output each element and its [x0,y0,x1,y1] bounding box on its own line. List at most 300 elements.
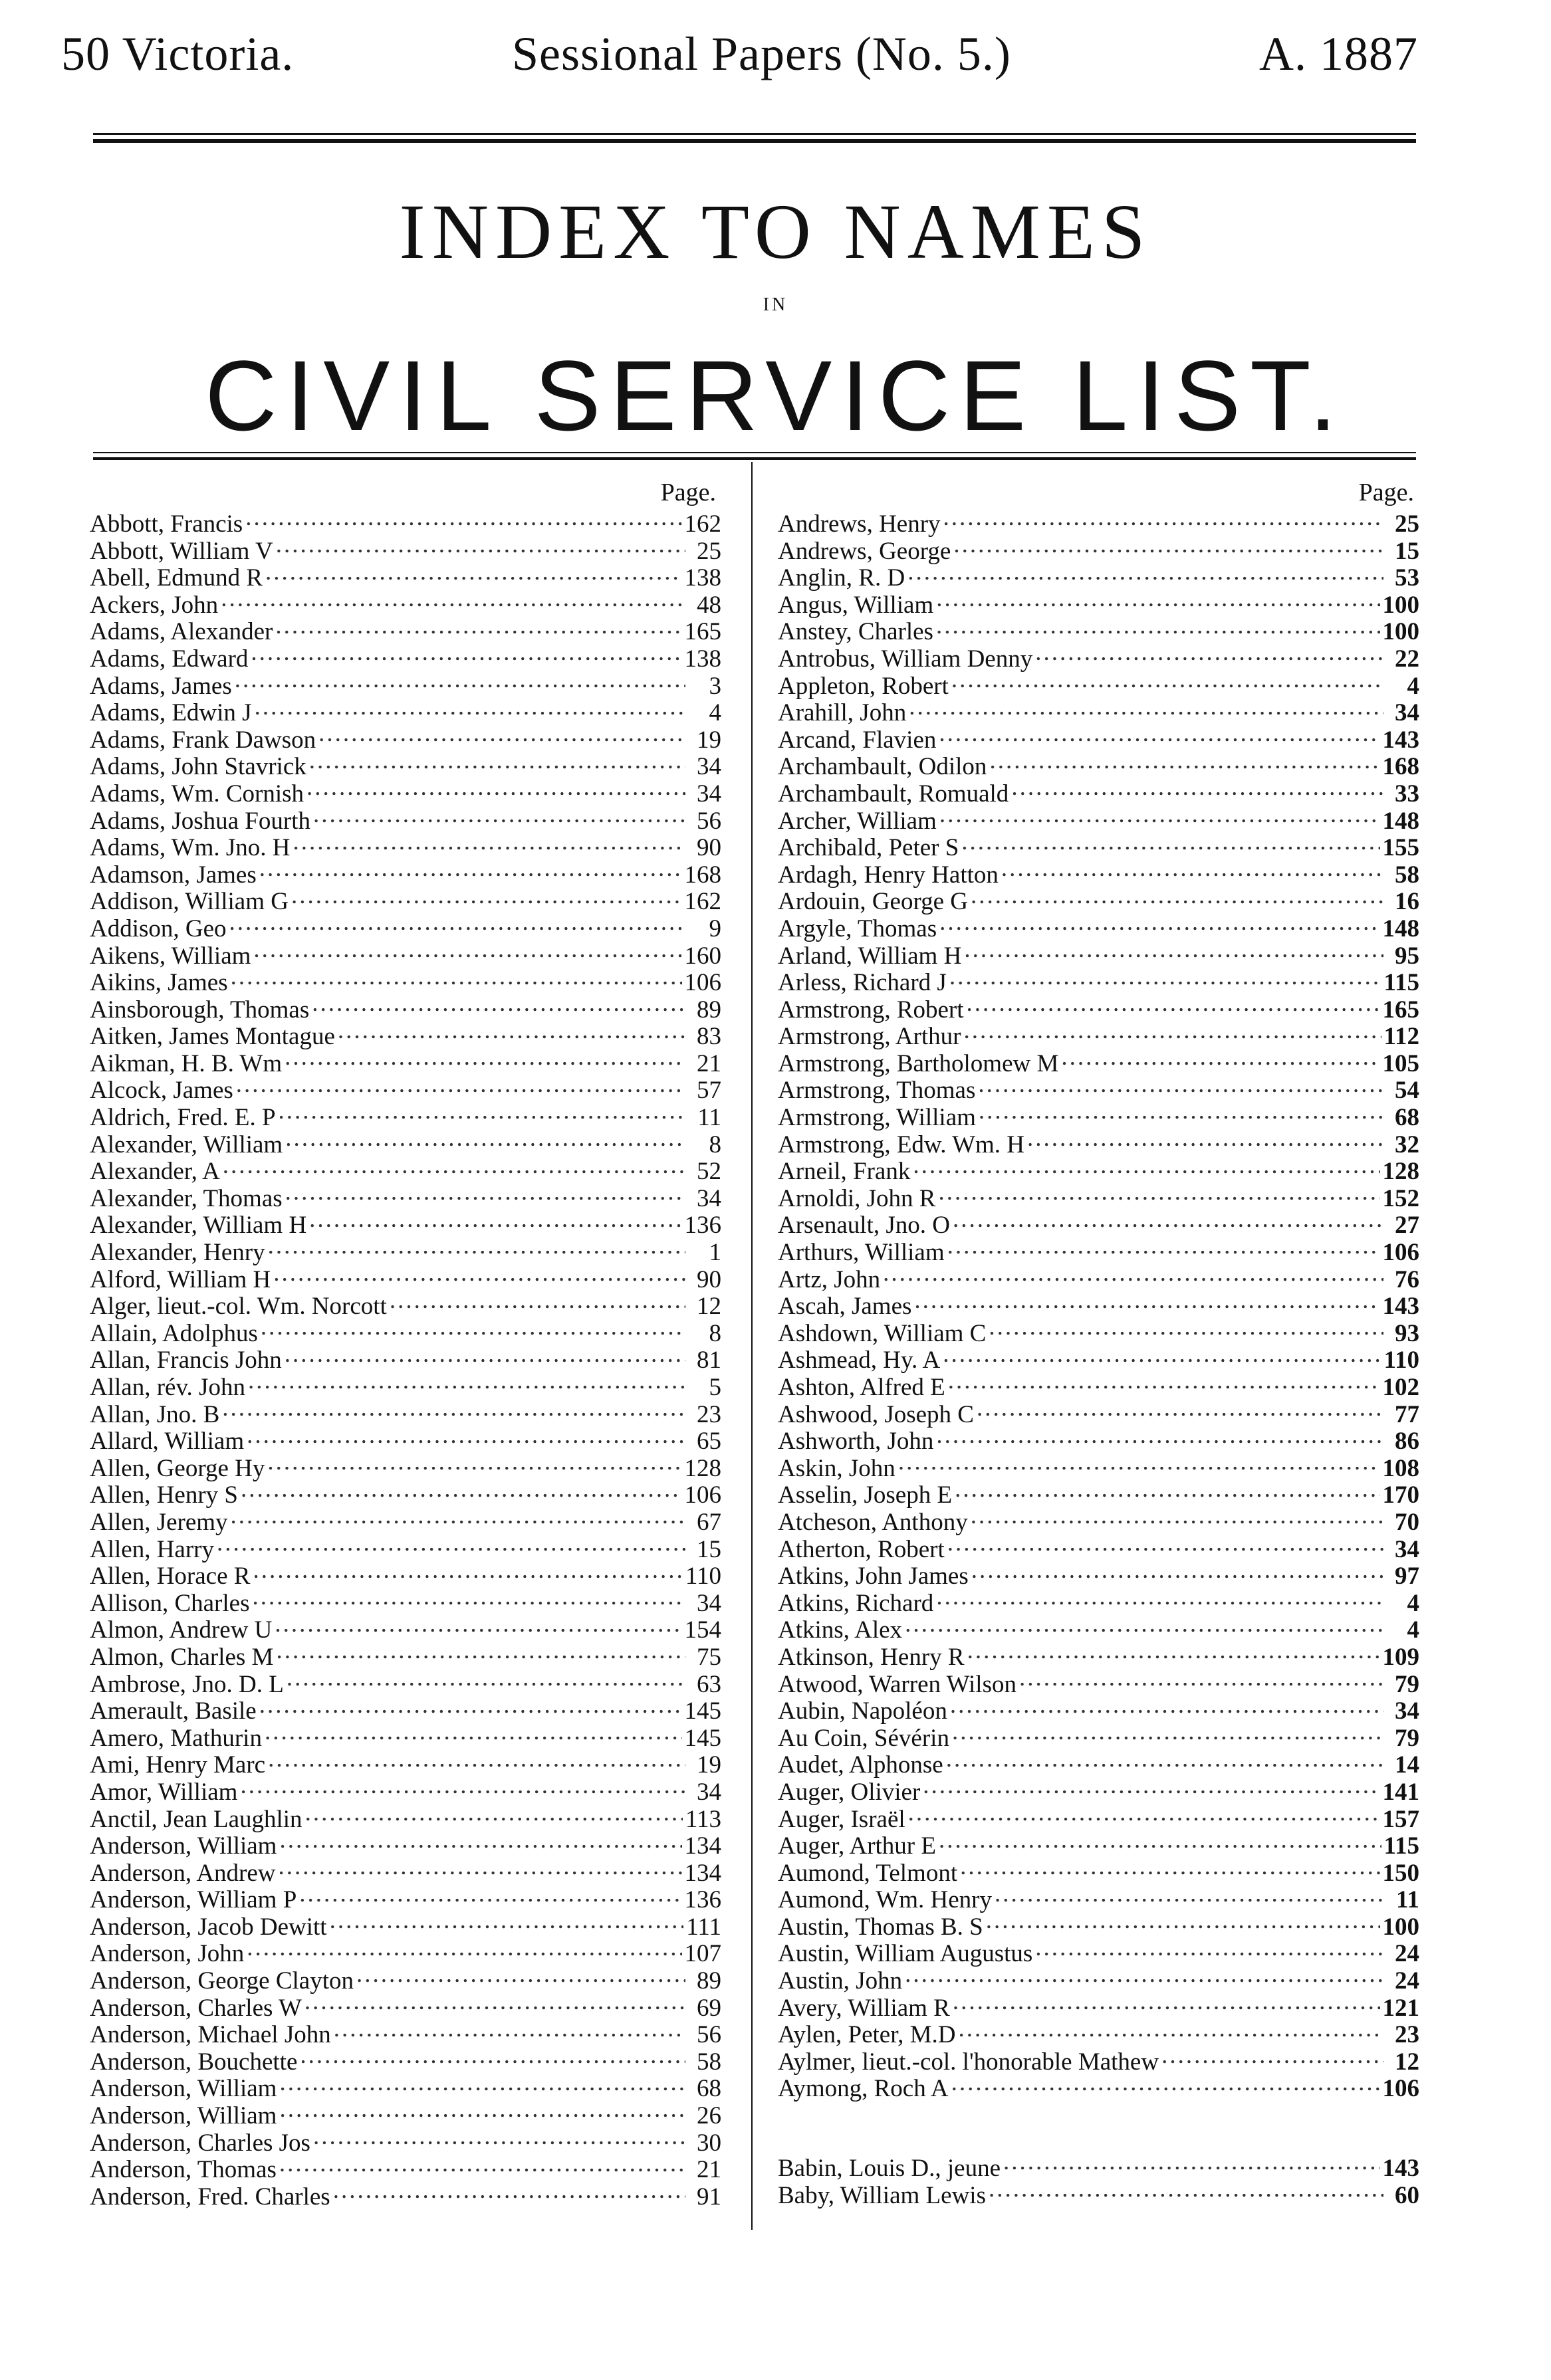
entry-page: 15 [1395,537,1419,565]
entry-page: 91 [697,2183,721,2211]
dot-leader [914,1287,1379,1314]
entry-name: Allison, Charles [90,1589,250,1617]
entry-page: 115 [1383,1832,1419,1860]
entry-page: 34 [1395,1535,1419,1563]
entry-page: 168 [1382,753,1419,781]
entry-name: Alcock, James [90,1077,233,1105]
entry-name: Anderson, Andrew [90,1859,276,1887]
dot-leader [960,1854,1379,1881]
entry-page: 27 [1395,1212,1419,1240]
entry-name: Adams, Frank Dawson [90,726,316,754]
entry-name: Antrobus, William Denny [778,645,1033,673]
dot-leader [1019,1666,1383,1692]
entry-page: 53 [1395,564,1419,592]
dot-leader [909,694,1383,720]
entry-name: Ami, Henry Marc [90,1751,266,1779]
entry-name: Abbott, William V [90,537,273,565]
entry-name: Armstrong, Bartholomew M [778,1049,1059,1077]
right-entries [778,505,1419,2103]
entry-name: Anstey, Charles [778,618,933,646]
entry-page: 11 [697,1104,721,1132]
entry-page: 162 [684,510,721,538]
entry-page: 33 [1395,780,1419,808]
dot-leader [285,1045,685,1071]
dot-leader [955,1476,1379,1503]
entry-name: Arthurs, William [778,1239,945,1267]
dot-leader [300,2043,685,2070]
entry-page: 111 [686,1913,721,1941]
entry-page: 109 [1382,1643,1419,1671]
entry-name: Adams, John Stavrick [90,753,306,781]
entry-page: 25 [1395,510,1419,538]
dot-leader [304,1989,685,2016]
entry-name: Allan, Francis John [90,1347,282,1374]
dot-leader [305,1800,683,1827]
entry-name: Arcand, Flavien [778,726,937,754]
entry-page: 8 [709,1131,721,1158]
dot-leader [390,1287,685,1314]
dot-leader [251,640,681,667]
dot-leader [946,1746,1383,1773]
dot-leader [279,1099,685,1125]
entry-page: 14 [1395,1751,1419,1779]
entry-name: Adams, Wm. Jno. H [90,834,291,862]
left-column [90,479,721,2211]
entry-name: Amor, William [90,1778,238,1806]
entry-name: Askin, John [778,1454,895,1482]
entry-name: Almon, Charles M [90,1643,274,1671]
entry-name: Allan, rév. John [90,1374,245,1401]
index-entry [778,2149,1419,2183]
entry-page: 19 [697,1751,721,1779]
entry-page: 63 [697,1670,721,1698]
entry-page: 57 [697,1077,721,1105]
dot-leader [977,1396,1383,1422]
entry-page: 65 [697,1428,721,1456]
dot-leader [905,1611,1383,1638]
page-column-heading: Page. [1358,479,1414,506]
entry-page: 34 [1395,699,1419,727]
entry-page: 110 [685,1563,721,1590]
entry-name: Asselin, Joseph E [778,1481,953,1509]
dot-leader [952,1719,1383,1746]
dot-leader [939,1827,1381,1854]
entry-name: Austin, William Augustus [778,1940,1033,1968]
dot-leader [1035,640,1383,667]
entry-page: 148 [1382,915,1419,942]
entry-page: 48 [697,591,721,619]
entry-name: Archambault, Odilon [778,753,987,781]
entry-name: Au Coin, Sévérin [778,1724,949,1752]
dot-leader [229,910,685,936]
entry-name: Anctil, Jean Laughlin [90,1805,302,1833]
dot-leader [967,991,1380,1018]
entry-name: Audet, Alphonse [778,1751,943,1779]
entry-name: Allen, Horace R [90,1563,251,1590]
dot-leader [943,1341,1381,1368]
right-column [778,479,1419,2209]
dot-leader [268,1746,685,1773]
dot-leader [947,1531,1383,1557]
dot-leader [221,586,685,613]
entry-page: 26 [697,2102,721,2130]
dot-leader [947,1234,1380,1260]
entry-page: 4 [1407,1616,1419,1644]
entry-name: Armstrong, William [778,1104,976,1132]
entry-name: Aubin, Napoléon [778,1697,947,1725]
entry-page: 4 [1407,1589,1419,1617]
entry-name: Abbott, Francis [90,510,243,538]
dot-leader [883,1261,1383,1287]
dot-leader [948,1368,1380,1395]
entry-page: 3 [709,672,721,700]
entry-page: 143 [1382,1293,1419,1321]
entry-name: Addison, Geo [90,915,227,942]
entry-page: 76 [1395,1265,1419,1293]
dot-leader [267,1450,681,1476]
dot-leader [951,2070,1380,2096]
dot-leader [953,532,1383,559]
entry-name: Abell, Edmund R [90,564,263,592]
dot-leader [939,802,1380,829]
entry-name: Allen, Henry S [90,1481,238,1509]
dot-leader [334,2016,685,2042]
entry-page: 58 [697,2048,721,2076]
entry-name: Aikman, H. B. Wm [90,1049,283,1077]
entry-page: 83 [697,1023,721,1051]
dot-leader [1161,2043,1383,2070]
entry-page: 30 [697,2129,721,2157]
dot-leader [265,1719,682,1746]
entry-name: Alexander, Thomas [90,1184,283,1212]
entry-page: 145 [684,1697,721,1725]
dot-leader [939,721,1379,748]
title-connector: IN [763,294,788,315]
index-entry [778,505,1419,538]
dot-leader [1027,1126,1383,1152]
dot-leader [285,1180,685,1206]
entry-name: Atkinson, Henry R [778,1643,965,1671]
entry-page: 16 [1395,888,1419,916]
entry-page: 170 [1382,1481,1419,1509]
entry-name: Adams, Alexander [90,618,273,646]
dot-leader [253,937,681,964]
entry-name: Armstrong, Edw. Wm. H [778,1131,1024,1158]
entry-name: Anderson, William [90,2075,277,2103]
section-gap [778,2097,1419,2151]
entry-name: Aylen, Peter, M.D [778,2021,956,2049]
entry-page: 138 [684,645,721,673]
entry-page: 138 [684,564,721,592]
header-center: Sessional Papers (No. 5.) [512,27,1011,80]
dot-leader [936,613,1380,639]
entry-page: 89 [697,996,721,1024]
entry-page: 113 [685,1805,721,1833]
entry-page: 160 [684,942,721,970]
dot-leader [995,1881,1383,1907]
entry-page: 4 [709,699,721,727]
dot-leader [943,505,1383,532]
dot-leader [338,1018,685,1044]
entry-page: 89 [697,1967,721,1995]
entry-name: Angus, William [778,591,934,619]
entry-page: 56 [697,807,721,835]
dot-leader [299,1881,681,1907]
entry-name: Arnoldi, John R [778,1184,936,1212]
entry-name: Anderson, Fred. Charles [90,2183,330,2211]
dot-leader [245,505,681,532]
dot-leader [240,1773,685,1800]
dot-leader [248,1368,685,1395]
entry-page: 155 [1382,834,1419,862]
entry-name: Anderson, Jacob Dewitt [90,1913,327,1941]
page-title: INDEX TO NAMES [399,188,1152,275]
dot-leader [907,559,1383,586]
entry-page: 79 [1395,1724,1419,1752]
dot-leader [330,1908,684,1935]
entry-name: Addison, William G [90,888,289,916]
entry-page: 34 [697,780,721,808]
dot-leader [964,937,1383,964]
entry-page: 8 [709,1319,721,1347]
entry-name: Atkins, John James [778,1563,969,1590]
dot-leader [259,856,682,883]
entry-page: 23 [697,1400,721,1428]
dot-leader [247,1935,681,1961]
entry-page: 69 [697,1994,721,2022]
entry-page: 143 [1382,2155,1419,2183]
entry-name: Atkins, Alex [778,1616,903,1644]
dot-leader [291,883,682,909]
dot-leader [971,1503,1383,1530]
dot-leader [276,1638,685,1665]
entry-page: 128 [1382,1158,1419,1186]
dot-leader [908,1800,1380,1827]
dot-leader [253,1557,682,1584]
entry-name: Amerault, Basile [90,1697,257,1725]
entry-name: Alexander, A [90,1158,220,1186]
entry-page: 25 [697,537,721,565]
dot-leader [273,1261,685,1287]
entry-page: 152 [1382,1184,1419,1212]
entry-name: Allen, Harry [90,1535,214,1563]
dot-leader [279,1827,681,1854]
dot-leader [318,721,685,748]
entry-page: 157 [1382,1805,1419,1833]
entry-name: Ascah, James [778,1293,912,1321]
entry-page: 136 [684,1212,721,1240]
entry-name: Austin, Thomas B. S [778,1913,983,1941]
dot-leader [217,1531,685,1557]
entry-name: Armstrong, Arthur [778,1023,961,1051]
entry-name: Adamson, James [90,861,257,889]
entry-name: Allen, Jeremy [90,1508,228,1536]
dot-leader [939,910,1379,936]
entry-name: Archambault, Romuald [778,780,1009,808]
dot-leader [268,1234,685,1260]
entry-name: Appleton, Robert [778,672,949,700]
entry-page: 34 [697,1778,721,1806]
dot-leader [285,1126,685,1152]
entry-page: 106 [684,1481,721,1509]
running-header [0,27,1551,106]
entry-name: Archibald, Peter S [778,834,959,862]
entry-page: 32 [1395,1131,1419,1158]
dot-leader [986,1908,1380,1935]
entry-name: Anderson, William P [90,1886,297,1914]
entry-name: Almon, Andrew U [90,1616,273,1644]
entry-page: 24 [1395,1967,1419,1995]
entry-page: 58 [1395,861,1419,889]
entry-name: Anderson, William [90,2102,277,2130]
entry-page: 54 [1395,1077,1419,1105]
entry-page: 162 [684,888,721,916]
entry-page: 102 [1382,1374,1419,1401]
entry-name: Avery, William R [778,1994,950,2022]
dot-leader [247,1422,685,1449]
entry-name: Ashworth, John [778,1428,934,1456]
entry-name: Andrews, Henry [778,510,941,538]
dot-leader [936,586,1379,613]
entry-page: 121 [1382,1994,1419,2022]
entry-page: 100 [1382,591,1419,619]
entry-page: 34 [697,753,721,781]
dot-leader [971,883,1383,909]
dot-leader [231,1503,685,1530]
entry-name: Allen, George Hy [90,1454,265,1482]
entry-name: Arsenault, Jno. O [778,1212,950,1240]
dot-leader [905,1962,1383,1989]
dot-leader [236,1071,685,1098]
dot-leader [949,964,1381,990]
dot-leader [953,1206,1383,1233]
entry-page: 77 [1395,1400,1419,1428]
dot-leader [936,1422,1383,1449]
entry-name: Anderson, George Clayton [90,1967,354,1995]
dot-leader [333,2178,685,2205]
dot-leader [971,1557,1383,1584]
entry-name: Arless, Richard J [778,969,947,997]
entry-name: Arland, William H [778,942,962,970]
dot-leader [259,1692,682,1719]
entry-page: 128 [684,1454,721,1482]
entry-name: Arneil, Frank [778,1158,911,1186]
dot-leader [261,1315,685,1341]
dot-leader [231,964,682,990]
dot-leader [963,1018,1381,1044]
entry-page: 24 [1395,1940,1419,1968]
entry-page: 154 [684,1616,721,1644]
entry-name: Anderson, Thomas [90,2156,277,2184]
entry-name: Allard, William [90,1428,245,1456]
entry-name: Allain, Adolphus [90,1319,258,1347]
dot-leader [241,1476,682,1503]
entry-name: Auger, Israël [778,1805,905,1833]
page-column-heading: Page. [660,479,716,506]
entry-page: 1 [709,1239,721,1267]
entry-page: 165 [684,618,721,646]
entry-name: Ackers, John [90,591,219,619]
entry-page: 141 [1382,1778,1419,1806]
column-divider [751,462,753,2230]
dot-leader [306,775,685,802]
entry-name: Ardagh, Henry Hatton [778,861,999,889]
entry-page: 100 [1382,618,1419,646]
dot-leader [279,1854,682,1881]
entry-page: 134 [684,1832,721,1860]
entry-name: Anderson, Charles W [90,1994,302,2022]
entry-name: Aumond, Wm. Henry [778,1886,992,1914]
entry-name: Adams, Joshua Fourth [90,807,310,835]
dot-leader [1003,2149,1379,2176]
entry-page: 106 [1382,2075,1419,2103]
entry-name: Alexander, William [90,1131,283,1158]
entry-page: 34 [697,1184,721,1212]
entry-page: 21 [697,1049,721,1077]
entry-page: 34 [1395,1697,1419,1725]
entry-name: Arahill, John [778,699,907,727]
entry-name: Aldrich, Fred. E. P [90,1104,276,1132]
dot-leader [1001,856,1383,883]
entry-name: Ambrose, Jno. D. L [90,1670,284,1698]
header-right: A. 1887 [1259,27,1418,80]
entry-page: 105 [1382,1049,1419,1077]
dot-leader [255,694,685,720]
left-entries [90,505,721,2211]
entry-name: Anderson, Charles Jos [90,2129,310,2157]
dot-leader [950,1692,1383,1719]
entry-name: Auger, Olivier [778,1778,921,1806]
entry-page: 100 [1382,1913,1419,1941]
entry-name: Adams, James [90,672,232,700]
dot-leader [312,991,685,1018]
entry-name: Aikins, James [90,969,228,997]
dot-leader [936,1584,1383,1611]
dot-leader [235,667,685,694]
title-rule [93,452,1416,460]
entry-name: Alford, William H [90,1265,271,1293]
dot-leader [1035,1935,1383,1961]
dot-leader [913,1152,1379,1179]
entry-name: Ashton, Alfred E [778,1374,945,1401]
entry-name: Argyle, Thomas [778,915,937,942]
entry-page: 12 [1395,2048,1419,2076]
dot-leader [275,1611,681,1638]
entry-page: 165 [1382,996,1419,1024]
entry-page: 150 [1382,1859,1419,1887]
entry-page: 4 [1407,672,1419,700]
entry-page: 136 [684,1886,721,1914]
dot-leader [309,748,685,774]
entry-page: 23 [1395,2021,1419,2049]
entry-name: Armstrong, Robert [778,996,964,1024]
entry-page: 143 [1382,726,1419,754]
dot-leader [989,2177,1383,2203]
dot-leader [898,1450,1380,1476]
entry-name: Anglin, R. D [778,564,905,592]
entry-name: Aylmer, lieut.-col. l'honorable Mathew [778,2048,1159,2076]
entry-name: Ainsborough, Thomas [90,996,310,1024]
entry-page: 93 [1395,1319,1419,1347]
entry-name: Atkins, Richard [778,1589,934,1617]
entry-name: Auger, Arthur E [778,1832,936,1860]
dot-leader [222,1396,685,1422]
entry-page: 134 [684,1859,721,1887]
entry-page: 22 [1395,645,1419,673]
dot-leader [223,1152,685,1179]
dot-leader [356,1962,685,1989]
entry-name: Alexander, William H [90,1212,307,1240]
